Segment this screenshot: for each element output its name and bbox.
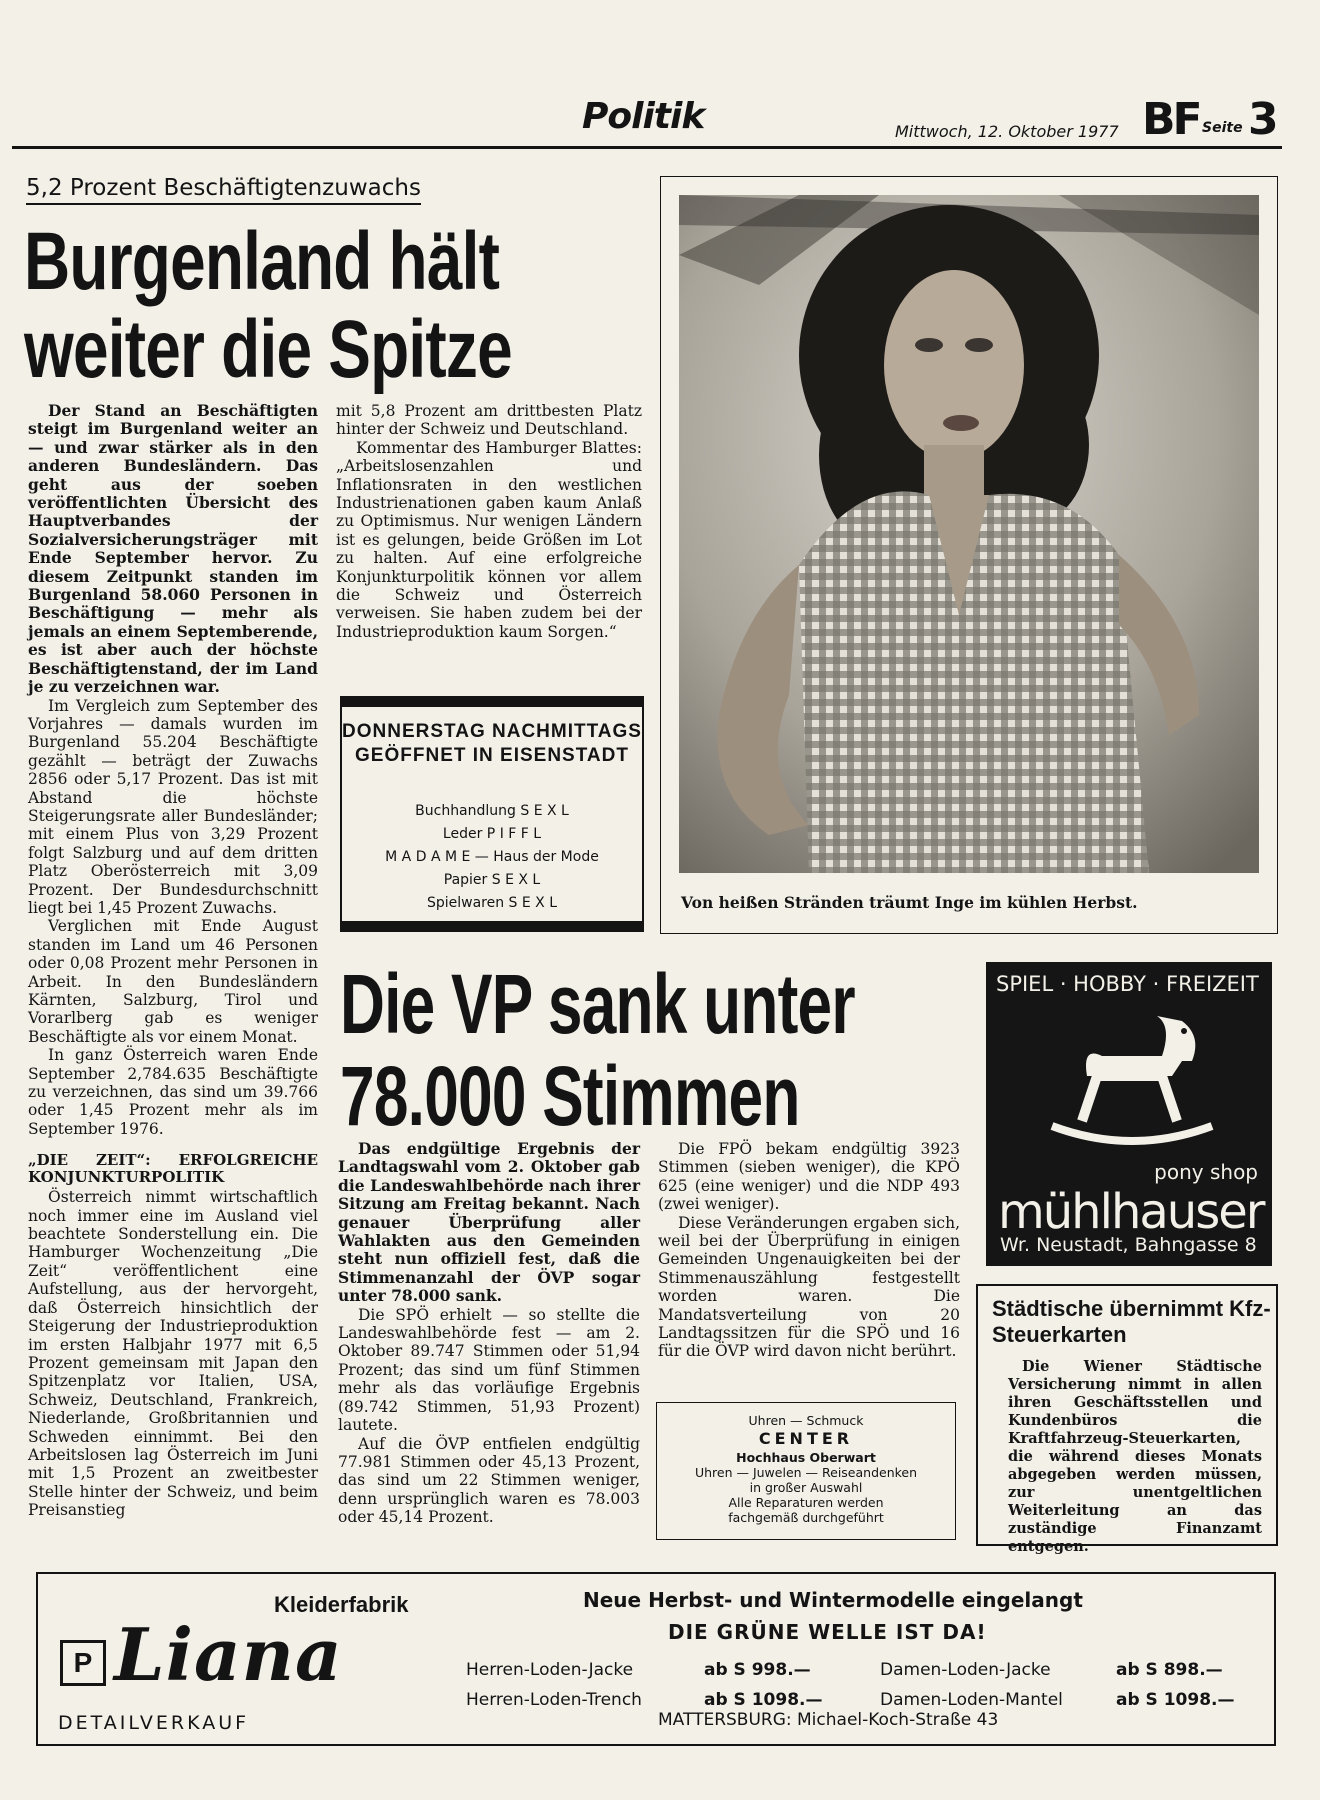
ad-address: Wr. Neustadt, Bahngasse 8 bbox=[1000, 1234, 1257, 1256]
article-lead: Das endgültige Ergebnis der Landtagswahl vom 2. Oktober gab die Landeswahlbehörde nach ihrer Sitzung am Freitag bekannt. Nach genauer Überprüfung aller Wahlakten aus den Gemeinden steht nun offiziell fest, daß die Stimmenanzahl der ÖVP sogar unter 78.000 sank. bbox=[338, 1139, 640, 1306]
ad-detail-label: DETAILVERKAUF bbox=[58, 1712, 250, 1734]
article-paragraph: Auf die ÖVP entfielen endgültig 77.981 Stimmen oder 45,13 Prozent, das sind um 22 Stimmen weniger, denn ursprünglich waren es 78.003 oder 45,14 Prozent. bbox=[338, 1434, 640, 1527]
article-paragraph: In ganz Österreich waren Ende September 2,784.635 Beschäftigte zu verzeichnen, das sind um 39.766 oder 1,45 Prozent mehr als im September 1976. bbox=[28, 1046, 318, 1138]
price-value: ab S 1098.— bbox=[1116, 1690, 1235, 1710]
ad-line: Uhren — Juwelen — Reiseandenken bbox=[694, 1465, 918, 1480]
page-number: 3 bbox=[1248, 94, 1279, 145]
ad-spiel-hobby bbox=[986, 962, 1272, 1266]
ad-line: in großer Auswahl bbox=[749, 1480, 863, 1495]
article-paragraph: Im Vergleich zum September des Vorjahres — damals wurden im Burgenland 55.204 Beschäftigte gezählt — beträgt der Zuwachs 2856 oder 5,17 Prozent. Das ist mit Abstand die höchste Steigerungsrate aller Bundesländer; mit einem Plus von 3,29 Prozent folgt Salzburg und auf dem dritten Platz Oberösterreich mit 3,09 Prozent. Der Bundesdurchschnitt liegt bei 1,45 Prozent Zuwachs. bbox=[28, 696, 318, 917]
price-item: Herren-Loden-Jacke bbox=[466, 1660, 634, 1680]
article-body bbox=[1008, 1358, 1262, 1556]
article-paragraph: Die FPÖ bekam endgültig 3923 Stimmen (sieben weniger), die KPÖ 625 (eine weniger) und die NDP 493 (zwei weniger). bbox=[658, 1140, 960, 1214]
ad-donnerstag bbox=[340, 696, 644, 932]
ad-tagline: SPIEL · HOBBY · FREIZEIT bbox=[996, 972, 1259, 996]
ad-headline: Neue Herbst- und Wintermodelle eingelangt bbox=[583, 1588, 1083, 1612]
article-headline: Städtische übernimmt Kfz-Steuerkarten bbox=[992, 1296, 1271, 1347]
article-column-3 bbox=[338, 1140, 640, 1527]
issue-date: Mittwoch, 12. Oktober 1977 bbox=[895, 122, 1119, 141]
article-headline: Burgenland hält weiter die Spitze bbox=[24, 216, 512, 395]
ad-line: Alle Reparaturen werden bbox=[728, 1495, 884, 1510]
page-label: Seite bbox=[1202, 120, 1243, 136]
newspaper-brand: BF bbox=[1142, 94, 1200, 145]
article-lead: Der Stand an Beschäftigten steigt im Burgenland weiter an — und zwar stärker als in den anderen Bundesländern. Das geht aus der soeben veröffentlichten Übersicht des Hauptverbandes der Sozialversicherungsträger mit Ende September hervor. Zu diesem Zeitpunkt standen im Burgenland 58.060 Personen in Beschäftigung — mehr als jemals an einem Septemberende, es ist aber auch der höchste Beschäftigtenstand, der im Land je zu verzeichnen war. bbox=[28, 401, 318, 697]
article-paragraph: Die SPÖ erhielt — so stellte die Landeswahlbehörde fest — am 2. Oktober 89.747 Stimmen oder 51,94 Prozent; das sind um fünf Stimmen mehr als das vorläufige Ergebnis (89.742 Stimmen, 51,93 Prozent) lautete. bbox=[338, 1305, 640, 1435]
article-kicker: 5,2 Prozent Beschäftigtenzuwachs bbox=[26, 175, 421, 205]
price-item: Damen-Loden-Jacke bbox=[880, 1660, 1051, 1680]
ad-bar bbox=[342, 698, 642, 707]
price-item: Herren-Loden-Trench bbox=[466, 1690, 642, 1710]
article-column-4 bbox=[658, 1140, 960, 1361]
ad-bar bbox=[342, 921, 642, 930]
masthead-rule bbox=[12, 146, 1282, 149]
ad-pony-shop: pony shop bbox=[1154, 1160, 1258, 1184]
ad-title: DONNERSTAG NACHMITTAGS GEÖFFNET IN EISENSTADT bbox=[342, 721, 642, 766]
article-paragraph: Verglichen mit Ende August standen im Land um 46 Personen oder 0,08 Prozent mehr Personen in Arbeit. In den Bundesländern Kärnten, Salzburg, Tirol und Vorarlberg gab es weniger Beschäftigte als vor einem Monat. bbox=[28, 917, 318, 1046]
price-value: ab S 898.— bbox=[1116, 1660, 1223, 1680]
ad-liana bbox=[36, 1572, 1276, 1746]
rocking-horse-icon bbox=[1042, 1006, 1222, 1146]
ad-line: fachgemäß durchgeführt bbox=[728, 1510, 884, 1525]
photo-caption: Von heißen Stränden träumt Inge im kühlen Herbst. bbox=[681, 893, 1138, 912]
ad-line: Hochhaus Oberwart bbox=[736, 1450, 876, 1465]
article-box-staedtische bbox=[976, 1284, 1278, 1555]
article-paragraph: mit 5,8 Prozent am drittbesten Platz hinter der Schweiz und Deutschland. bbox=[336, 402, 642, 439]
ad-center bbox=[656, 1402, 956, 1540]
article-paragraph: Österreich nimmt wirtschaftlich noch immer eine im Ausland viel beachtete Sonderstellung ein. Die Hamburger Wochenzeitung „Die Zeit“ veröffentlichent eine Aufstellung, aus der hervorgeht, daß Österreich hinsichtlich der Steigerung der Industrieproduktion im ersten Halbjahr 1977 mit 6,5 Prozent gemeinsam mit Japan den Spitzenplatz vor Italien, USA, Schweiz, Deutschland, Frankreich, Niederlande, Großbritannien und Schweden einnimmt. Bei den Arbeitslosen lag Österreich im Juni mit 1,5 Prozent an zweitbester Stelle hinter der Schweiz, und beim Preisanstieg bbox=[28, 1188, 318, 1520]
article-paragraph: Kommentar des Hamburger Blattes: „Arbeitslosenzahlen und Inflationsraten in den westlichen Industrienationen gaben kaum Anlaß zu Optimismus. Nur wenigen Ländern ist es gelungen, beide Größen im Lot zu halten. Auf eine erfolgreiche Konjunkturpolitik können vor allem die Schweiz und Österreich verweisen. Sie haben zudem bei der Industrieproduktion kaum Sorgen.“ bbox=[336, 438, 642, 641]
ad-line: CENTER bbox=[758, 1429, 854, 1448]
ad-subheadline: DIE GRÜNE WELLE IST DA! bbox=[668, 1620, 987, 1644]
photo-frame bbox=[660, 176, 1278, 934]
article-column-1 bbox=[28, 402, 318, 1520]
price-value: ab S 1098.— bbox=[704, 1690, 823, 1710]
ad-shop: Leder P I F F L bbox=[442, 826, 542, 842]
ad-shop: M A D A M E — Haus der Mode bbox=[385, 849, 599, 865]
article-subhead: „DIE ZEIT“: ERFOLGREICHE KONJUNKTURPOLITIK bbox=[28, 1151, 318, 1187]
article-column-2 bbox=[336, 402, 642, 641]
ad-shop-list bbox=[342, 800, 642, 915]
ad-brand-name: Liana bbox=[114, 1612, 343, 1697]
parking-icon: P bbox=[60, 1640, 106, 1686]
ad-shop: Papier S E X L bbox=[443, 872, 541, 888]
article-paragraph: Die Wiener Städtische Versicherung nimmt in allen ihren Geschäftsstellen und Kundenbüros die Kraftfahrzeug-Steuerkarten, die während dieses Monats abgegeben werden müssen, zur unentgeltlichen Weiterleitung an das zuständige Finanzamt entgegen. bbox=[1008, 1358, 1262, 1555]
ad-address: MATTERSBURG: Michael-Koch-Straße 43 bbox=[658, 1710, 999, 1730]
price-value: ab S 998.— bbox=[704, 1660, 811, 1680]
article-headline: Die VP sank unter 78.000 Stimmen bbox=[340, 957, 855, 1143]
ad-line: Uhren — Schmuck bbox=[748, 1413, 864, 1428]
article-paragraph: Diese Veränderungen ergaben sich, weil bei der Überprüfung in einigen Gemeinden Ungenauigkeiten bei der Stimmenauszählung festgestellt worden waren. Die Mandatsverteilung von 20 Landtagssitzen für die SPÖ und 16 für die ÖVP wird davon nicht berührt. bbox=[658, 1213, 960, 1361]
ad-fabrik-label: Kleiderfabrik bbox=[274, 1592, 409, 1617]
ad-shop: Spielwaren S E X L bbox=[426, 895, 558, 911]
portrait-photo bbox=[679, 195, 1259, 873]
price-item: Damen-Loden-Mantel bbox=[880, 1690, 1063, 1710]
section-label: Politik bbox=[582, 96, 705, 137]
ad-shop-name: mühlhauser bbox=[998, 1184, 1264, 1240]
ad-shop: Buchhandlung S E X L bbox=[415, 803, 569, 819]
